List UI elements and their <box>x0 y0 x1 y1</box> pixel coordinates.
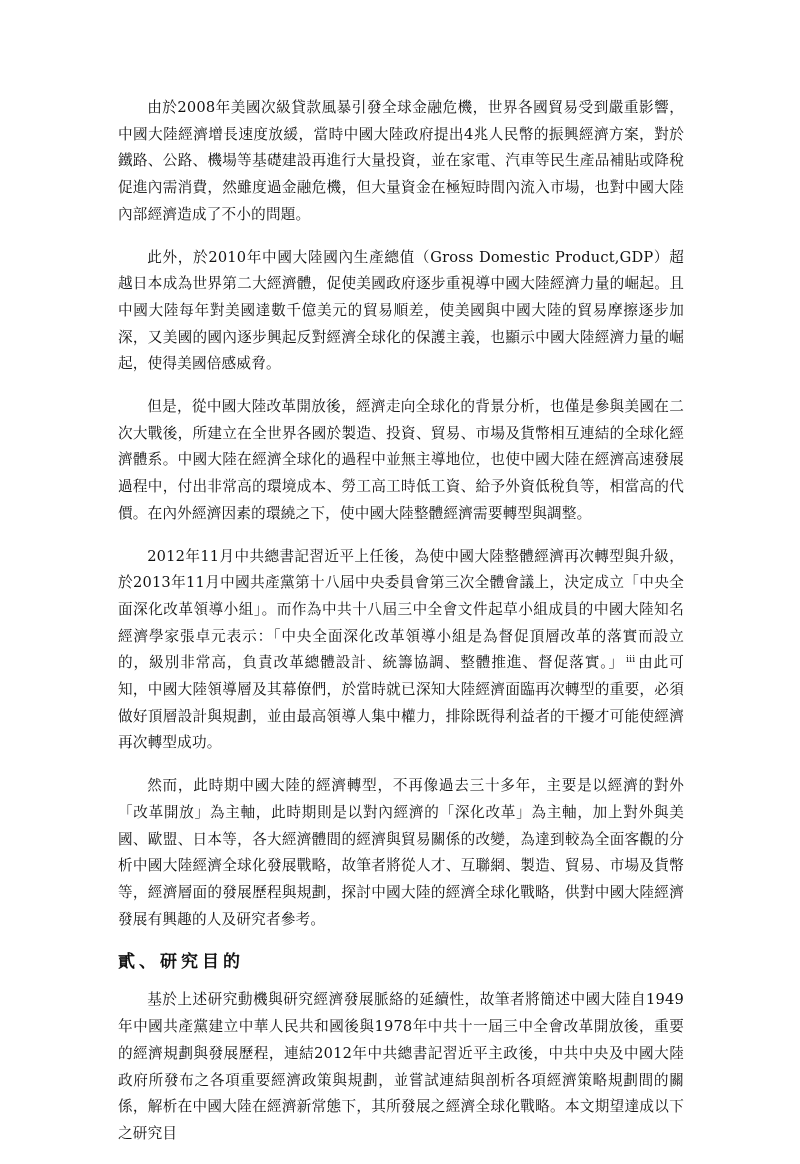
document-page <box>118 95 684 1164</box>
section-heading-research-purpose: 貳、研究目的 <box>118 952 244 973</box>
paragraph-research-purpose: 基於上述研究動機與研究經濟發展脈絡的延續性，故筆者將簡述中國大陸自1949年中國共產黨建立中華人民共和國後與1978年中共十一屆三中全會改革開放後，重要的經濟規劃與發展歷程，連結2012年中共總書記習近平主政後，中共中央及中國大陸政府所發布之各項重要經濟政策與規劃，並嘗試連結與剖析各項經濟策略規劃間的關係，解析在中國大陸在經濟新常態下，其所發展之經濟全球化戰略。本文期望達成以下之研究目 <box>118 991 684 1142</box>
paragraph-text-before-footnote: 2012年11月中共總書記習近平上任後，為使中國大陸整體經濟再次轉型與升級，於2013年11月中國共產黨第十八屆中央委員會第三次全體會議上，決定成立「中央全面深化改革領導小組」。而作為中共十八屆三中全會文件起草小組成員的中國大陸知名經濟學家張卓元表示：「中央全面深化改革領導小組是為督促頂層改革的落實而設立的，級別非常高，負責改革總體設計、統籌協調、整體推進、督促落實。」 <box>118 547 684 672</box>
paragraph-globalization-background: 但是，從中國大陸改革開放後，經濟走向全球化的背景分析，也僅是參與美國在二次大戰後，所建立在全世界各國於製造、投資、貿易、市場及貨幣相互連結的全球化經濟體系。中國大陸在經濟全球化的過程中並無主導地位，也使中國大陸在經濟高速發展過程中，付出非常高的環境成本、勞工高工時低工資、給予外資低稅負等，相當高的代價。在內外經濟因素的環繞之下，使中國大陸整體經濟需要轉型與調整。 <box>118 398 684 522</box>
paragraph-2012-reform-group <box>118 544 684 758</box>
paragraph-economic-transformation: 然而，此時期中國大陸的經濟轉型，不再像過去三十多年，主要是以經濟的對外「改革開放」為主軸，此時期則是以對內經濟的「深化改革」為主軸，加上對外與美國、歐盟、日本等，各大經濟體間的經濟與貿易關係的改變，為達到較為全面客觀的分析中國大陸經濟全球化發展戰略，故筆者將從人才、互聯網、製造、貿易、市場及貨幣等，經濟層面的發展歷程與規劃，探討中國大陸的經濟全球化戰略，供對中國大陸經濟發展有興趣的人及研究者參考。 <box>118 777 684 928</box>
paragraph-text-after-footnote: 由此可知，中國大陸領導層及其幕僚們，於當時就已深知大陸經濟面臨再次轉型的重要，必須做好頂層設計與規劃，並由最高領導人集中權力，排除既得利益者的干擾才可能使經濟再次轉型成功。 <box>118 654 684 752</box>
footnote-marker: iii <box>626 654 636 665</box>
paragraph-2010-gdp: 此外，於2010年中國大陸國內生產總值（Gross Domestic Product,GDP）超越日本成為世界第二大經濟體，促使美國政府逐步重視導中國大陸經濟力量的崛起。且中國大陸每年對美國達數千億美元的貿易順差，使美國與中國大陸的貿易摩擦逐步加深，又美國的國內逐步興起反對經濟全球化的保護主義，也顯示中國大陸經濟力量的崛起，使得美國倍感威脅。 <box>118 248 684 373</box>
paragraph-2008-financial-crisis: 由於2008年美國次級貸款風暴引發全球金融危機，世界各國貿易受到嚴重影響，中國大陸經濟增長速度放緩，當時中國大陸政府提出4兆人民幣的振興經濟方案，對於鐵路、公路、機場等基礎建設再進行大量投資，並在家電、汽車等民生產品補貼或降稅促進內需消費，然雖度過金融危機，但大量資金在極短時間內流入市場，也對中國大陸內部經濟造成了不小的問題。 <box>118 99 684 223</box>
